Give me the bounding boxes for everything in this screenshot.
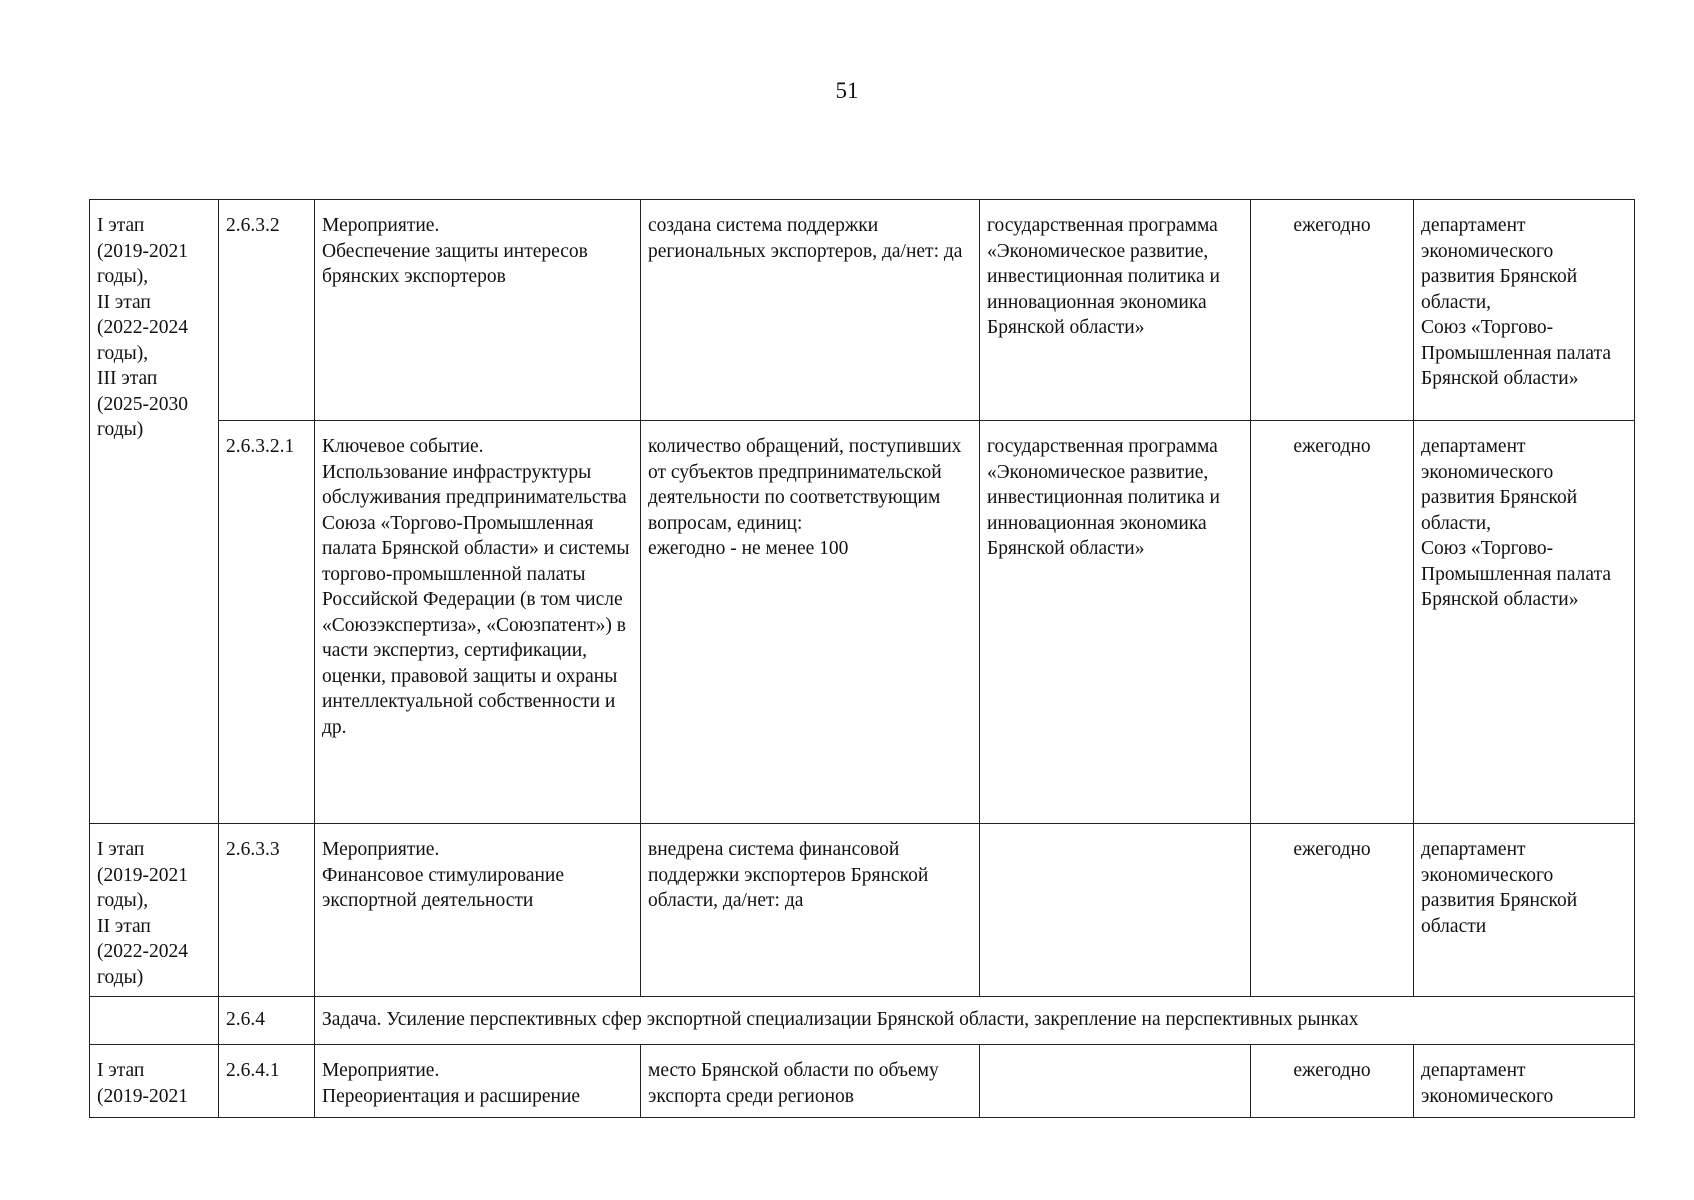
page-number: 51 [835, 78, 859, 103]
program-cell: государственная программа «Экономическое развитие, инвестиционная политика и инновационная экономика Брянской области» [980, 200, 1251, 421]
program-cell [980, 824, 1251, 997]
code-cell: 2.6.4.1 [219, 1045, 315, 1118]
table-row [90, 421, 1635, 824]
measures-table [89, 199, 1635, 1118]
program-cell [980, 1045, 1251, 1118]
table-row [90, 997, 1635, 1045]
executor-cell: департамент экономического развития Брянской области, Союз «Торгово-Промышленная палата Брянской области» [1414, 200, 1635, 421]
event-cell: Мероприятие. Финансовое стимулирование экспортной деятельности [315, 824, 641, 997]
indicator-cell: место Брянской области по объему экспорта среди регионов [641, 1045, 980, 1118]
indicator-cell: внедрена система финансовой поддержки экспортеров Брянской области, да/нет: да [641, 824, 980, 997]
code-cell: 2.6.3.3 [219, 824, 315, 997]
code-cell: 2.6.3.2.1 [219, 421, 315, 824]
table-row [90, 1045, 1635, 1118]
executor-cell: департамент экономического развития Брянской области, Союз «Торгово-Промышленная палата Брянской области» [1414, 421, 1635, 824]
table-row [90, 200, 1635, 421]
period-cell: ежегодно [1251, 421, 1414, 824]
indicator-cell: количество обращений, поступивших от субъектов предпринимательской деятельности по соответствующим вопросам, единиц: ежегодно - не менее 100 [641, 421, 980, 824]
code-cell: 2.6.3.2 [219, 200, 315, 421]
program-cell: государственная программа «Экономическое развитие, инвестиционная политика и инновационная экономика Брянской области» [980, 421, 1251, 824]
table-row [90, 824, 1635, 997]
event-cell: Мероприятие. Переориентация и расширение [315, 1045, 641, 1118]
period-cell: ежегодно [1251, 824, 1414, 997]
indicator-cell: создана система поддержки региональных экспортеров, да/нет: да [641, 200, 980, 421]
stage-cell [90, 997, 219, 1045]
event-cell: Мероприятие. Обеспечение защиты интересов брянских экспортеров [315, 200, 641, 421]
code-cell: 2.6.4 [219, 997, 315, 1045]
stage-cell: I этап (2019-2021 годы), II этап (2022-2024 годы), III этап (2025-2030 годы) [90, 200, 219, 824]
event-cell: Ключевое событие. Использование инфраструктуры обслуживания предпринимательства Союза «Торгово-Промышленная палата Брянской области» и системы торгово-промышленной палаты Российской Федерации (в том числе «Союзэкспертиза», «Союзпатент») в части экспертиз, сертификации, оценки, правовой защиты и охраны интеллектуальной собственности и др. [315, 421, 641, 824]
executor-cell: департамент экономического развития Брянской области [1414, 824, 1635, 997]
task-cell: Задача. Усиление перспективных сфер экспортной специализации Брянской области, закрепление на перспективных рынках [315, 997, 1635, 1045]
period-cell: ежегодно [1251, 1045, 1414, 1118]
stage-cell: I этап (2019-2021 [90, 1045, 219, 1118]
stage-cell: I этап (2019-2021 годы), II этап (2022-2024 годы) [90, 824, 219, 997]
executor-cell: департамент экономического [1414, 1045, 1635, 1118]
period-cell: ежегодно [1251, 200, 1414, 421]
